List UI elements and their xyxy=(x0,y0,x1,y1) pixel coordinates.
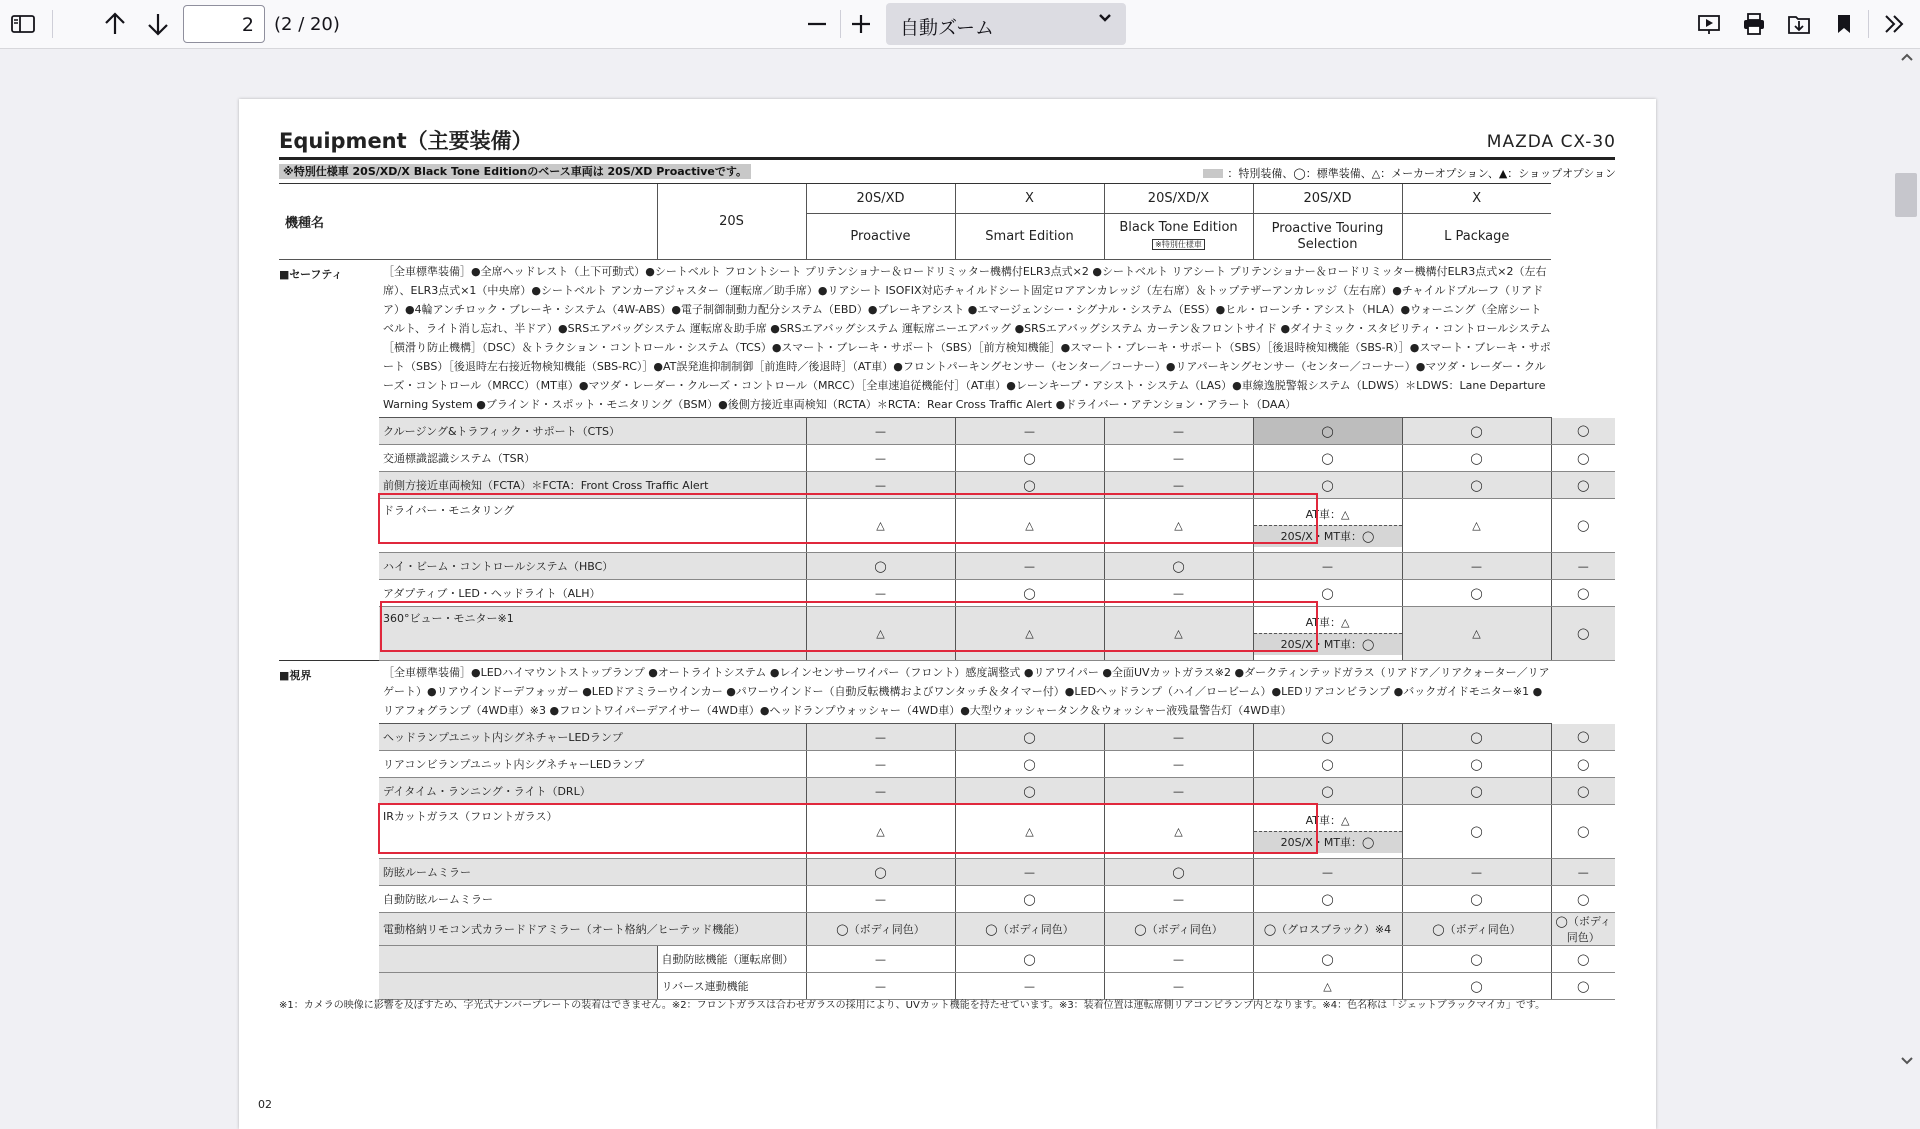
grade-header-top: 20S/XD xyxy=(806,184,955,214)
footnotes: ※1：カメラの映像に影響を及ぼすため、字光式ナンバープレートの装着はできません。※2：フロントガラスは合わせガラスの採用により、UVカット機能を持たせています。※3：装着位置は運転席側リアコンビランプ内となります。※4：色名称は「ジェットブラックマイカ」です。 xyxy=(279,1000,1546,1011)
symbol-cell: ◯ xyxy=(1551,751,1615,778)
grade-header-bottom: L Package xyxy=(1444,228,1510,244)
symbol-cell: ◯（ボディ同色） xyxy=(806,913,955,946)
symbol-cell: ◯ xyxy=(1253,724,1402,751)
symbol-cell: ◯ xyxy=(1551,973,1615,1000)
print-icon[interactable] xyxy=(1737,8,1771,40)
row-label: ハイ・ビーム・コントロールシステム（HBC） xyxy=(379,553,806,580)
symbol-cell: ◯ xyxy=(955,946,1104,973)
symbol-cell: △ xyxy=(955,607,1104,661)
grade-header-cell xyxy=(1104,214,1253,260)
presentation-mode-icon[interactable] xyxy=(1692,8,1726,40)
table-row xyxy=(279,607,1615,661)
symbol-cell: △ xyxy=(806,607,955,661)
symbol-cell: — xyxy=(1104,580,1253,607)
zoom-out-icon[interactable] xyxy=(800,8,834,40)
symbol-cell: — xyxy=(806,472,955,499)
row-label: 交通標識認識システム（TSR） xyxy=(379,445,806,472)
row-label: ドライバー・モニタリング xyxy=(379,499,806,553)
sidebar-toggle-icon[interactable] xyxy=(6,8,40,40)
scroll-down-icon[interactable] xyxy=(1900,1056,1914,1066)
symbol-cell: ◯ xyxy=(1253,580,1402,607)
symbol-cell: ◯ xyxy=(1551,805,1615,859)
symbol-cell: — xyxy=(806,778,955,805)
symbol-cell: △ xyxy=(806,805,955,859)
grade-header-cell xyxy=(806,214,955,260)
grade-header-bottom: Proactive Touring Selection xyxy=(1271,220,1384,252)
row-label: リアコンビランプユニット内シグネチャーLEDランプ xyxy=(379,751,806,778)
title-rule xyxy=(279,157,1615,160)
page-title: Equipment（主要装備） xyxy=(279,129,533,153)
symbol-cell: — xyxy=(1104,973,1253,1000)
symbol-cell: ◯ xyxy=(1402,886,1551,913)
scrollbar-thumb[interactable] xyxy=(1895,173,1917,217)
pdf-toolbar xyxy=(0,0,1920,49)
grade-header-top: X xyxy=(1402,184,1551,214)
symbol-cell: — xyxy=(1104,472,1253,499)
legend-swatch xyxy=(1203,169,1223,178)
document-viewer[interactable] xyxy=(0,49,1920,1111)
symbol-cell: ◯ xyxy=(1253,472,1402,499)
safety-standard-text: ［全車標準装備］●全席ヘッドレスト（上下可動式）●シートベルト フロントシート プリテンショナー＆ロードリミッター機構付ELR3点式×2 ●シートベルト リアシート プリテンショナー＆ロードリミッター機構付ELR3点式×2（左右席）、ELR3点式×1（中央席）●シートベルト アンカーアジャスター（運転席／助手席）●リアシート ISOFIX対応チャイルドシート固定ロアアンカレッジ（左右席）＆トップテザーアンカレッジ（左右席）●チャイルドプルーフ（リアドア）●4輪アンチロック・ブレーキ・システム（4W-ABS）●電子制御制動力配分システム（EBD）●ブレーキアシスト ●エマージェンシー・シグナル・システム（ESS）●ヒル・ローンチ・アシスト（HLA）●ウォーニング（全席シートベルト、ライト消し忘れ、半ドア）●SRSエアバッグシステム 運転席＆助手席 ●SRSエアバッグシステム 運転席ニーエアバッグ ●SRSエアバッグシステム カーテン＆フロントサイド ●ダイナミック・スタビリティ・コントロールシステム［横滑り防止機構］（DSC）＆トラクション・コントロール・システム（TCS）●スマート・ブレーキ・サポート（SBS）［前方検知機能］●スマート・ブレーキ・サポート（SBS）［後退時検知機能（SBS-R）］●スマート・ブレーキ・サポート（SBS）［後退時左右接近物検知機能（SBS-RC）］●AT誤発進抑制制御［前進時／後退時］（AT車）●フロントパーキングセンサー（センター／コーナー）●リアパーキングセンサー（センター／コーナー）●マツダ・レーダー・クルーズ・コントロール（MRCC）（MT車）●マツダ・レーダー・クルーズ・コントロール（MRCC）［全車速追従機能付］（AT車）●レーンキープ・アシスト・システム（LAS）●車線逸脱警報システム（LDWS）＊LDWS：Lane Departure Warning System ●ブラインド・スポット・モニタリング（BSM）●後側方接近車両検知（RCTA）＊RCTA：Rear Cross Traffic Alert ●ドライバー・アテンション・アラート（DAA） xyxy=(379,260,1551,418)
symbol-cell: ◯ xyxy=(1402,778,1551,805)
toolbar-separator xyxy=(840,10,841,38)
category-safety: ■セーフティ xyxy=(279,260,379,661)
symbol-cell: ◯ xyxy=(955,580,1104,607)
scroll-up-icon[interactable] xyxy=(1900,52,1914,62)
symbol-cell: ◯ xyxy=(955,886,1104,913)
split-cell xyxy=(1253,499,1402,553)
symbol-cell: — xyxy=(1253,859,1402,886)
symbol-cell: — xyxy=(806,973,955,1000)
symbol-cell: — xyxy=(806,580,955,607)
symbol-cell: ◯ xyxy=(1551,886,1615,913)
grade-header-bottom: Black Tone Edition xyxy=(1119,220,1238,235)
table-row xyxy=(279,472,1615,499)
grade-header-cell xyxy=(1253,214,1402,260)
symbol-cell: △ xyxy=(1402,607,1551,661)
symbol-cell: ◯ xyxy=(806,553,955,580)
bookmark-icon[interactable] xyxy=(1827,8,1861,40)
symbol-cell: △ xyxy=(1104,499,1253,553)
table-row xyxy=(279,418,1615,445)
symbol-cell: △ xyxy=(955,805,1104,859)
symbol-cell: ◯ xyxy=(1402,580,1551,607)
symbol-cell: — xyxy=(955,418,1104,445)
symbol-cell: △ xyxy=(1104,805,1253,859)
table-row xyxy=(279,445,1615,472)
row-label: 360°ビュー・モニター※1 xyxy=(379,607,806,661)
vision-standard-text: ［全車標準装備］●LEDハイマウントストップランプ ●オートライトシステム ●レインセンサーワイパー（フロント）感度調整式 ●リアワイパー ●全面UVカットガラス※2 ●ダークティンテッドガラス（リアドア／リアクォーター／リアゲート）●リアウインドーデフォッガー ●LEDドアミラーウインカー ●パワーウインドー（自動反転機構およびワンタッチ＆タイマー付）●LEDヘッドランプ（ハイ／ロービーム）●LEDリアコンビランプ ●バックガイドモニター※1 ●リアフォグランプ（4WD車）※3 ●フロントワイパーデアイサー（4WD車）●ヘッドランプウォッシャー（4WD車）●大型ウォッシャータンク＆ウォッシャー液残量警告灯（4WD車） xyxy=(379,661,1551,724)
symbol-cell: — xyxy=(1104,418,1253,445)
table-row xyxy=(279,751,1615,778)
special-edition-badge: ※特別仕様車 xyxy=(1152,239,1205,250)
symbol-cell: ◯ xyxy=(955,778,1104,805)
symbol-cell: — xyxy=(1104,778,1253,805)
symbol-cell: — xyxy=(806,946,955,973)
split-cell xyxy=(1253,805,1402,859)
zoom-select[interactable] xyxy=(886,3,1126,45)
symbol-cell: ◯ xyxy=(1402,445,1551,472)
symbol-cell: ◯ xyxy=(1402,751,1551,778)
toolbar-separator xyxy=(52,10,53,38)
symbol-cell: — xyxy=(1551,859,1615,886)
table-row xyxy=(279,724,1615,751)
row-label: IRカットガラス（フロントガラス） xyxy=(379,805,806,859)
table-row xyxy=(279,580,1615,607)
symbol-cell: — xyxy=(1402,859,1551,886)
row-label: 電動格納リモコン式カラードドアミラー（オート格納／ヒーテッド機能） xyxy=(379,913,806,946)
pdf-page xyxy=(239,99,1656,1129)
legend-text: ：特別装備、◯：標準装備、△：メーカーオプション、▲：ショップオプション xyxy=(1227,167,1616,180)
symbol-cell: — xyxy=(806,724,955,751)
row-label: 前側方接近車両検知（FCTA）＊FCTA：Front Cross Traffic Alert xyxy=(379,472,806,499)
symbol-cell: ◯（ボディ同色） xyxy=(1402,913,1551,946)
page-number-input[interactable]: 2 xyxy=(183,5,265,43)
table-row xyxy=(279,886,1615,913)
symbol-cell: ◯ xyxy=(1402,946,1551,973)
symbol-cell: ◯ xyxy=(1551,607,1615,661)
symbol-cell: — xyxy=(806,751,955,778)
symbol-cell: — xyxy=(1104,751,1253,778)
symbol-cell: ◯ xyxy=(1402,724,1551,751)
symbol-cell: ◯ xyxy=(955,724,1104,751)
symbol-cell: ◯ xyxy=(1104,859,1253,886)
grade-header: 20S xyxy=(657,184,806,260)
model-name: MAZDA CX-30 xyxy=(1486,132,1616,152)
symbol-cell: ◯ xyxy=(806,859,955,886)
symbol-cell: ◯ xyxy=(955,445,1104,472)
symbol-cell: — xyxy=(955,859,1104,886)
next-page-icon[interactable] xyxy=(141,8,175,40)
symbol-cell: — xyxy=(806,445,955,472)
page-count: (2 / 20) xyxy=(274,14,340,35)
symbol-cell: — xyxy=(1551,553,1615,580)
table-row xyxy=(279,553,1615,580)
symbol-cell: — xyxy=(806,418,955,445)
grade-header-cell xyxy=(1402,214,1551,260)
symbol-cell: — xyxy=(1104,886,1253,913)
row-label: 自動防眩ルームミラー xyxy=(379,886,806,913)
grade-header-cell xyxy=(955,214,1104,260)
symbol-cell: — xyxy=(955,553,1104,580)
symbol-cell: — xyxy=(1104,445,1253,472)
symbol-cell: ◯ xyxy=(1551,946,1615,973)
split-top: AT車：△ xyxy=(1305,616,1350,629)
symbol-cell: ◯ xyxy=(1551,418,1615,445)
grade-header-top: 20S/XD/X xyxy=(1104,184,1253,214)
symbol-cell: ◯ xyxy=(1253,778,1402,805)
split-bottom: 20S/X・MT車：◯ xyxy=(1254,633,1402,655)
symbol-cell: △ xyxy=(806,499,955,553)
symbol-cell: △ xyxy=(955,499,1104,553)
zoom-value: 自動ズーム xyxy=(900,17,995,39)
legend xyxy=(1203,165,1616,181)
grade-header-top: X xyxy=(955,184,1104,214)
symbol-cell: ◯ xyxy=(1551,580,1615,607)
row-label: ヘッドランプユニット内シグネチャーLEDランプ xyxy=(379,724,806,751)
row-label: 防眩ルームミラー xyxy=(379,859,806,886)
symbol-cell: ◯ xyxy=(1402,805,1551,859)
row-label: クルージング&トラフィック・サポート（CTS） xyxy=(379,418,806,445)
chevron-down-icon xyxy=(1098,13,1112,23)
symbol-cell: ◯ xyxy=(1551,472,1615,499)
symbol-cell: — xyxy=(1104,724,1253,751)
grade-header-bottom: Smart Edition xyxy=(985,228,1074,244)
symbol-cell: △ xyxy=(1402,499,1551,553)
grade-header-top: 20S/XD xyxy=(1253,184,1402,214)
row-label: デイタイム・ランニング・ライト（DRL） xyxy=(379,778,806,805)
symbol-cell: ◯ xyxy=(1253,418,1402,445)
symbol-cell: △ xyxy=(1104,607,1253,661)
table-row xyxy=(279,805,1615,859)
category-vision: ■視界 xyxy=(279,661,379,1000)
table-row xyxy=(279,913,1615,946)
symbol-cell: ◯ xyxy=(1402,973,1551,1000)
symbol-cell: ◯（ボディ同色） xyxy=(1551,913,1615,946)
symbol-cell: ◯ xyxy=(1253,886,1402,913)
symbol-cell: △ xyxy=(1253,973,1402,1000)
symbol-cell: ◯ xyxy=(1551,778,1615,805)
symbol-cell: ◯ xyxy=(1253,946,1402,973)
symbol-cell: ◯（ボディ同色） xyxy=(1104,913,1253,946)
symbol-cell: ◯ xyxy=(1551,724,1615,751)
equipment-table xyxy=(279,183,1615,1000)
tools-menu-icon[interactable] xyxy=(1877,8,1911,40)
symbol-cell: — xyxy=(1104,946,1253,973)
symbol-cell: — xyxy=(806,886,955,913)
page-number: 02 xyxy=(258,1098,272,1111)
split-bottom: 20S/X・MT車：◯ xyxy=(1254,831,1402,853)
split-bottom: 20S/X・MT車：◯ xyxy=(1254,525,1402,547)
symbol-cell: ◯ xyxy=(1402,418,1551,445)
zoom-in-icon[interactable] xyxy=(844,8,878,40)
symbol-cell: ◯ xyxy=(1402,472,1551,499)
symbol-cell: ◯ xyxy=(955,751,1104,778)
table-row xyxy=(279,946,1615,973)
symbol-cell: — xyxy=(1402,553,1551,580)
table-row xyxy=(279,778,1615,805)
row-label: 自動防眩機能（運転席側） xyxy=(657,946,806,973)
symbol-cell: ◯ xyxy=(955,472,1104,499)
symbol-cell: ◯（グロスブラック）※4 xyxy=(1253,913,1402,946)
row-label: リバース連動機能 xyxy=(657,973,806,1000)
split-top: AT車：△ xyxy=(1305,508,1350,521)
symbol-cell: — xyxy=(955,973,1104,1000)
previous-page-icon[interactable] xyxy=(98,8,132,40)
save-icon[interactable] xyxy=(1782,8,1816,40)
table-row xyxy=(279,499,1615,553)
symbol-cell: ◯ xyxy=(1253,751,1402,778)
table-row xyxy=(279,859,1615,886)
split-cell xyxy=(1253,607,1402,661)
symbol-cell: ◯ xyxy=(1104,553,1253,580)
symbol-cell: — xyxy=(1253,553,1402,580)
special-edition-note: ※特別仕様車 20S/XD/X Black Tone Editionのベース車両は 20S/XD Proactiveです。 xyxy=(279,164,751,179)
model-header-label: 機種名 xyxy=(279,184,657,260)
symbol-cell: ◯ xyxy=(1551,445,1615,472)
grade-header-bottom: Proactive xyxy=(850,228,911,244)
toolbar-separator xyxy=(1868,10,1869,38)
symbol-cell: ◯ xyxy=(1551,499,1615,553)
symbol-cell: ◯ xyxy=(1253,445,1402,472)
symbol-cell: ◯（ボディ同色） xyxy=(955,913,1104,946)
row-label: アダプティブ・LED・ヘッドライト（ALH） xyxy=(379,580,806,607)
split-top: AT車：△ xyxy=(1305,814,1350,827)
